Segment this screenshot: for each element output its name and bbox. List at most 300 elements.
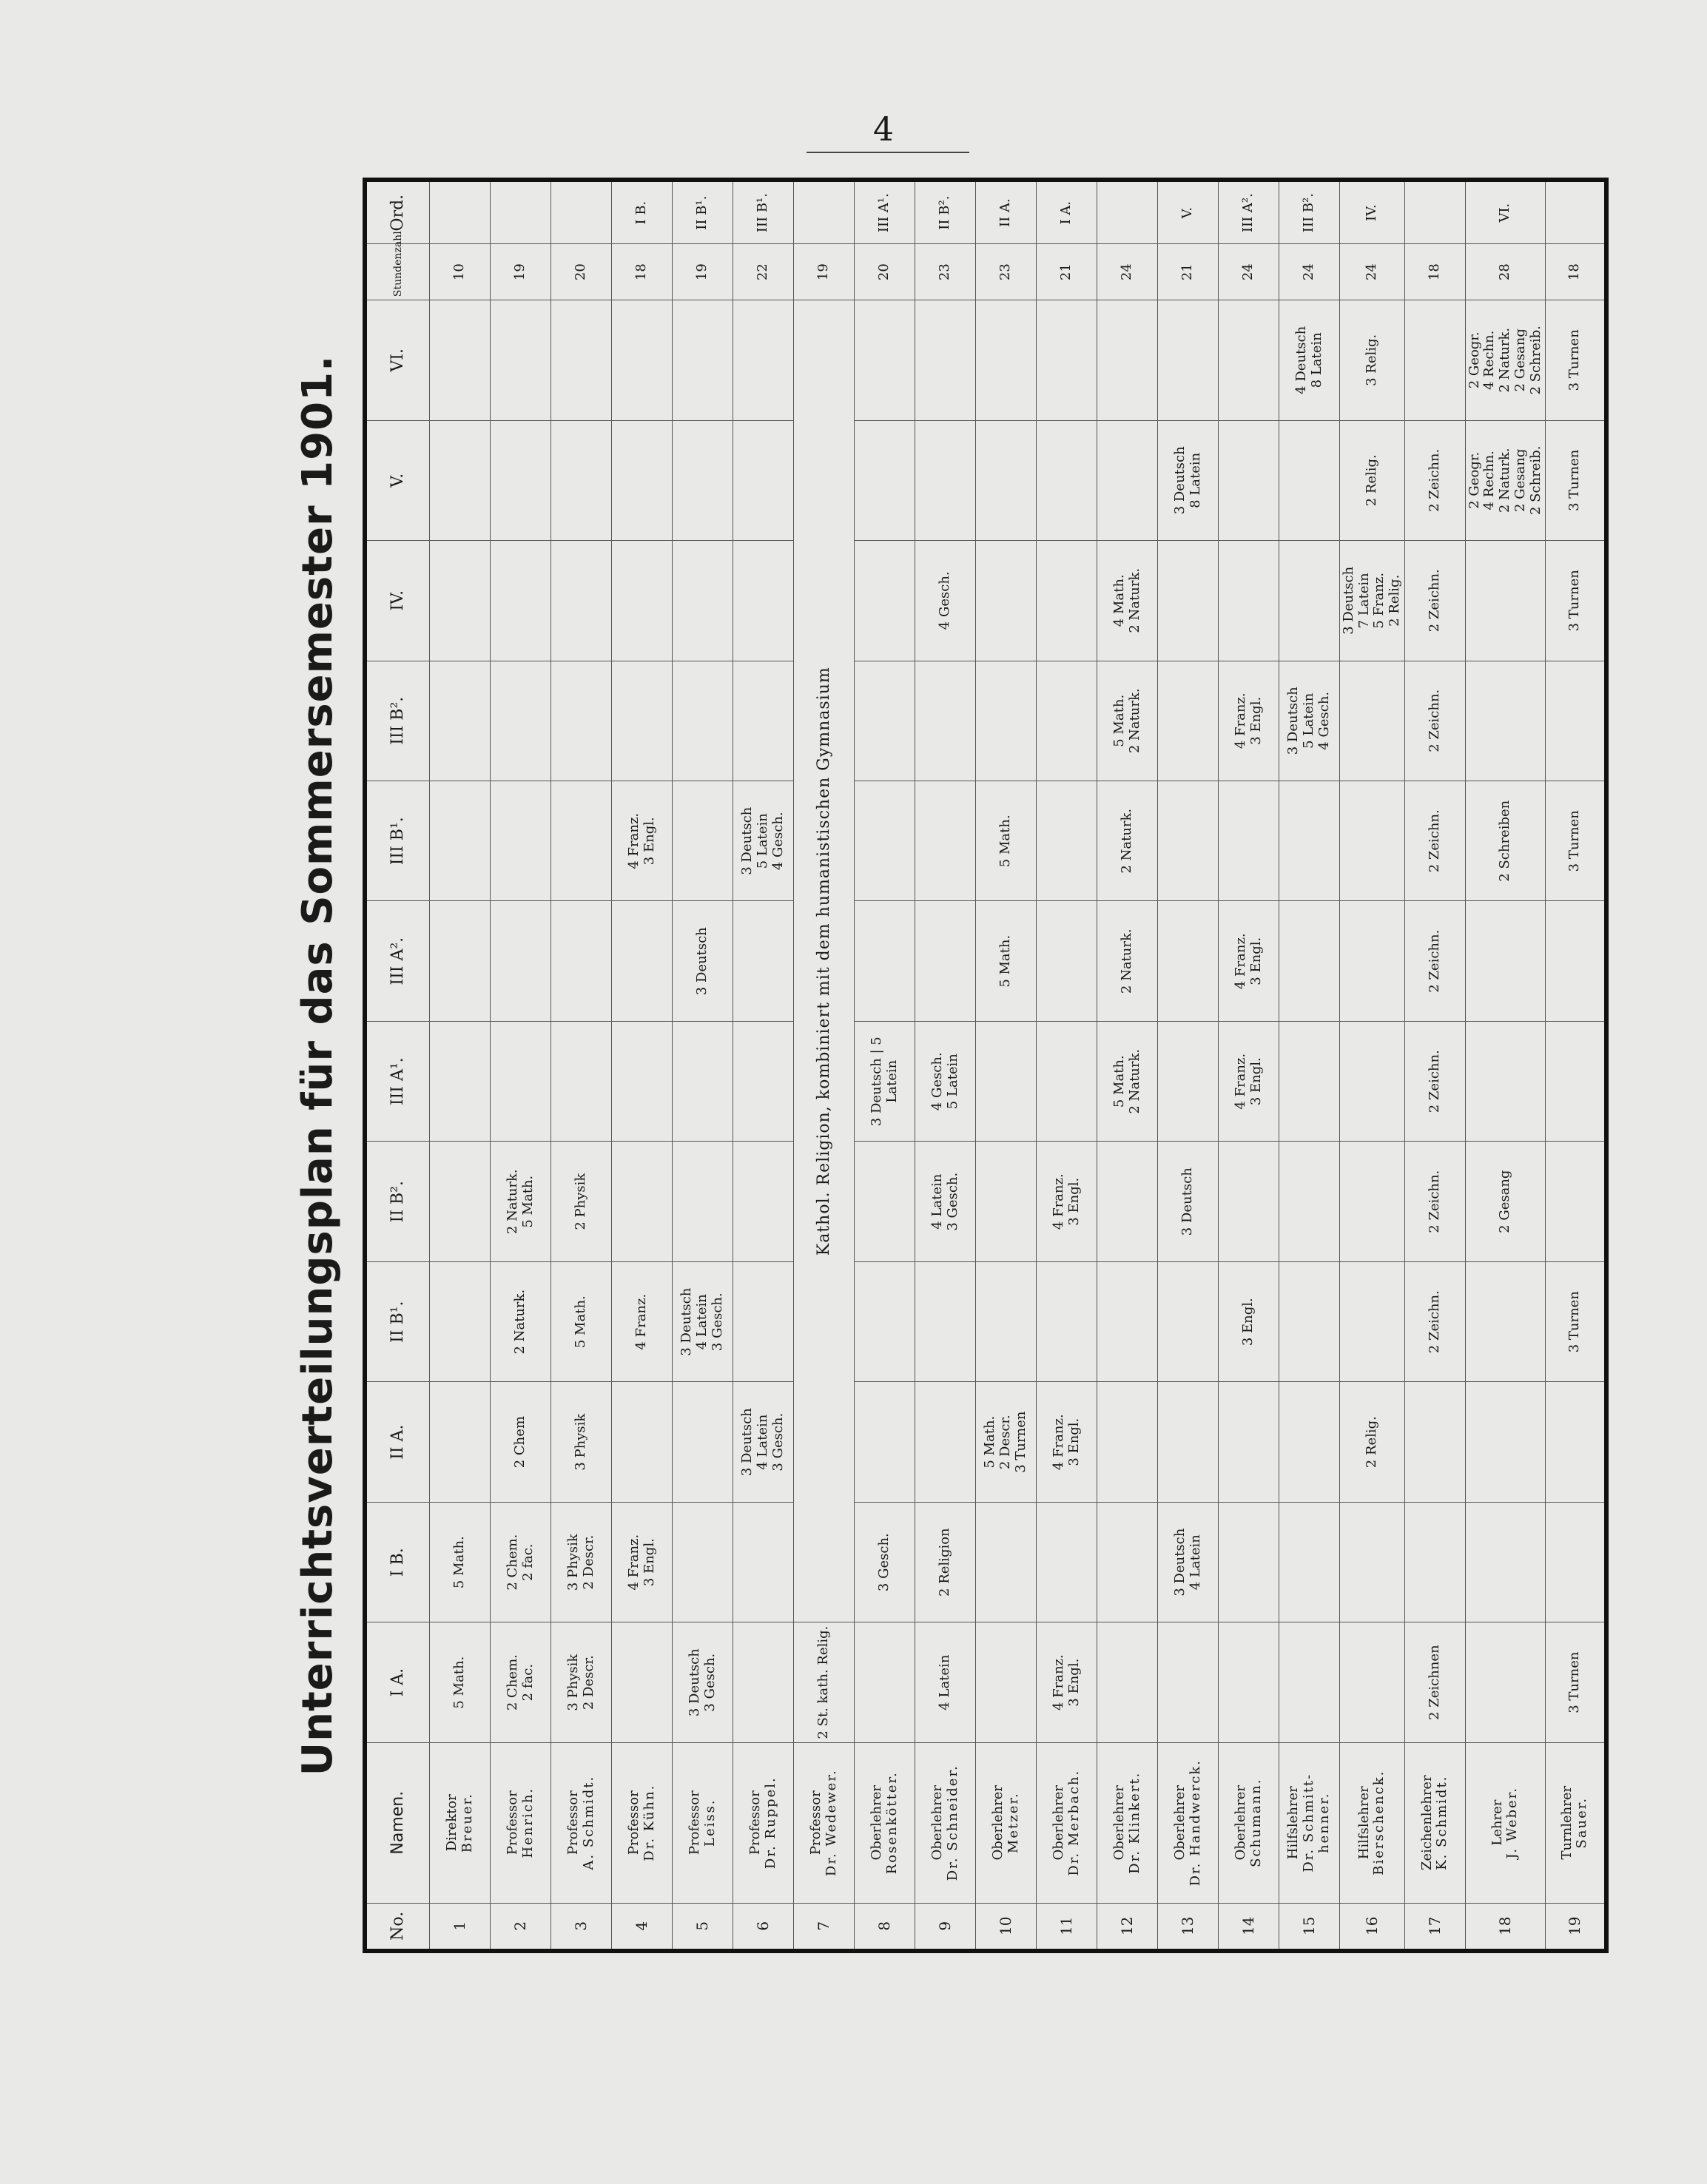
header-class: VI. (365, 300, 430, 420)
hours-cell: 19 (673, 244, 733, 300)
class-cell (976, 541, 1037, 661)
class-cell (1097, 1502, 1158, 1622)
class-cell (612, 901, 673, 1021)
row-number: 5 (673, 1903, 733, 1951)
class-cell: 2 Naturk. (491, 1261, 551, 1381)
class-cell (855, 1382, 915, 1502)
teacher-name (1340, 1742, 1405, 1903)
class-cell (1465, 541, 1545, 661)
header-class: IV. (365, 541, 430, 661)
header-class: II B². (365, 1142, 430, 1261)
class-cell (1158, 300, 1219, 420)
hours-cell: 24 (1340, 244, 1405, 300)
class-cell (1279, 1261, 1340, 1381)
class-cell (430, 901, 491, 1021)
teacher-role: Oberlehrer (989, 1785, 1006, 1861)
teacher-name (1404, 1742, 1465, 1903)
ordinarius-cell (551, 180, 612, 244)
class-cell (976, 1261, 1037, 1381)
class-cell (1279, 1021, 1340, 1141)
class-cell (1097, 1261, 1158, 1381)
hours-cell: 20 (551, 244, 612, 300)
class-cell (430, 781, 491, 901)
class-cell (551, 781, 612, 901)
class-cell (855, 1142, 915, 1261)
class-cell (673, 1502, 733, 1622)
teacher-role: Hilfslehrer (1285, 1786, 1302, 1860)
class-cell: 3 Deutsch 4 Latein (1158, 1502, 1219, 1622)
class-cell (1340, 661, 1405, 781)
header-class: III A¹. (365, 1021, 430, 1141)
class-cell (1340, 1021, 1405, 1141)
teacher-role: Oberlehrer (868, 1785, 884, 1861)
class-cell (673, 1142, 733, 1261)
class-cell (1546, 1502, 1606, 1622)
class-cell (1340, 901, 1405, 1021)
teacher-person: Schumann. (1248, 1778, 1264, 1867)
class-cell: 3 Deutsch 5 Latein 4 Gesch. (733, 781, 794, 901)
class-cell (491, 661, 551, 781)
class-cell: 3 Deutsch 3 Gesch. (673, 1622, 733, 1742)
class-cell: 3 Physik 2 Descr. (551, 1622, 612, 1742)
table-row (1219, 180, 1279, 1951)
teacher-person: Rosenkötter. (883, 1771, 900, 1875)
row-number: 15 (1279, 1903, 1340, 1951)
class-cell (1340, 781, 1405, 901)
teacher-person: J. Weber. (1504, 1786, 1521, 1859)
class-cell: 4 Franz. 3 Engl. (1219, 901, 1279, 1021)
hours-cell: 21 (1037, 244, 1097, 300)
ordinarius-cell (1546, 180, 1606, 244)
class-cell (1546, 1382, 1606, 1502)
class-cell (1279, 781, 1340, 901)
hours-cell: 23 (915, 244, 976, 300)
class-cell (1037, 661, 1097, 781)
teacher-name (915, 1742, 976, 1903)
teacher-name (673, 1742, 733, 1903)
class-cell (1219, 541, 1279, 661)
row-number: 14 (1219, 1903, 1279, 1951)
teacher-person: Dr. Kühn. (641, 1784, 657, 1861)
class-cell (1158, 1021, 1219, 1141)
class-cell (430, 541, 491, 661)
table-row (794, 180, 855, 1951)
teacher-role: Direktor (443, 1794, 459, 1852)
class-cell: 5 Math. (976, 781, 1037, 901)
class-cell: 2 Zeichn. (1404, 420, 1465, 540)
class-cell (1279, 541, 1340, 661)
class-cell (733, 541, 794, 661)
teacher-person: Dr. Merbach. (1065, 1769, 1082, 1876)
class-cell (673, 1021, 733, 1141)
row-number: 3 (551, 1903, 612, 1951)
class-cell (1279, 1382, 1340, 1502)
class-cell (915, 1382, 976, 1502)
class-cell: 2 Naturk. 5 Math. (491, 1142, 551, 1261)
class-cell (915, 420, 976, 540)
class-cell (551, 420, 612, 540)
hours-cell: 24 (1219, 244, 1279, 300)
class-cell (1340, 1261, 1405, 1381)
teacher-person: A. Schmidt. (580, 1775, 596, 1870)
hours-cell: 20 (855, 244, 915, 300)
ordinarius-cell: III B². (1279, 180, 1340, 244)
hours-cell: 19 (491, 244, 551, 300)
class-cell: 4 Gesch. 5 Latein (915, 1021, 976, 1141)
table-row (1404, 180, 1465, 1951)
class-cell: 3 Deutsch | 5 Latein (855, 1021, 915, 1141)
class-cell (1404, 1502, 1465, 1622)
class-cell (1037, 300, 1097, 420)
class-cell (1546, 1142, 1606, 1261)
class-cell (491, 781, 551, 901)
class-cell (855, 541, 915, 661)
class-cell: 4 Franz. 3 Engl. (1037, 1622, 1097, 1742)
class-cell: 2 Geogr. 4 Rechn. 2 Naturk. 2 Gesang 2 Schreib. (1465, 420, 1545, 540)
teacher-person: Dr. Schneider. (944, 1765, 960, 1881)
class-cell: 4 Franz. 3 Engl. (1219, 1021, 1279, 1141)
row-number: 4 (612, 1903, 673, 1951)
teacher-role: Professor (686, 1790, 702, 1856)
class-cell (1037, 541, 1097, 661)
class-cell (612, 420, 673, 540)
page-number: 4 (873, 111, 894, 149)
class-cell (612, 661, 673, 781)
class-cell (673, 300, 733, 420)
class-cell: 4 Latein 3 Gesch. (915, 1142, 976, 1261)
table-row (430, 180, 491, 1951)
class-cell (1465, 901, 1545, 1021)
row-number: 17 (1404, 1903, 1465, 1951)
teacher-person: Breuer. (459, 1793, 475, 1853)
row-number: 11 (1037, 1903, 1097, 1951)
teacher-name (794, 1742, 855, 1903)
row-number: 13 (1158, 1903, 1219, 1951)
teacher-name (612, 1742, 673, 1903)
teacher-person: Dr. Ruppel. (762, 1776, 778, 1870)
teacher-person: Henrich. (519, 1787, 536, 1858)
header-nr: No. (365, 1903, 430, 1951)
class-cell (1465, 661, 1545, 781)
class-cell: 2 St. kath. Relig. (794, 1622, 855, 1742)
teacher-role: Lehrer (1489, 1799, 1505, 1846)
class-cell: 2 Zeichn. (1404, 901, 1465, 1021)
class-cell (855, 1261, 915, 1381)
table-row (915, 180, 976, 1951)
class-cell (673, 541, 733, 661)
class-cell (551, 541, 612, 661)
teacher-person: Leiss. (701, 1799, 718, 1847)
class-cell (733, 901, 794, 1021)
class-cell (1465, 1382, 1545, 1502)
ordinarius-cell: III A¹. (855, 180, 915, 244)
class-cell (1037, 901, 1097, 1021)
class-cell (673, 781, 733, 901)
table-row (491, 180, 551, 1951)
class-cell (1158, 541, 1219, 661)
class-cell (976, 661, 1037, 781)
class-cell: 4 Deutsch 8 Latein (1279, 300, 1340, 420)
class-cell: 3 Deutsch (673, 901, 733, 1021)
header-class: II B¹. (365, 1261, 430, 1381)
class-cell: 2 Chem. 2 fac. (491, 1502, 551, 1622)
ordinarius-cell (1404, 180, 1465, 244)
teacher-role: Zeichenlehrer (1418, 1775, 1435, 1871)
teacher-role: Professor (807, 1790, 824, 1856)
class-cell: 5 Math. 2 Descr. 3 Turnen (976, 1382, 1037, 1502)
class-cell: 2 Chem (491, 1382, 551, 1502)
row-number: 18 (1465, 1903, 1545, 1951)
class-cell: 2 Chem. 2 fac. (491, 1622, 551, 1742)
class-cell: 3 Physik (551, 1382, 612, 1502)
class-cell (1219, 1382, 1279, 1502)
class-cell (976, 1021, 1037, 1141)
teacher-role: Oberlehrer (1171, 1785, 1188, 1861)
table-row (976, 180, 1037, 1951)
class-cell: 2 Zeichn. (1404, 1261, 1465, 1381)
class-cell: 3 Turnen (1546, 1622, 1606, 1742)
teacher-name (1465, 1742, 1545, 1903)
class-cell (1158, 661, 1219, 781)
table-row (1465, 180, 1545, 1951)
class-cell (1158, 781, 1219, 901)
teacher-person: Dr. Wedewer. (823, 1769, 839, 1877)
hours-cell: 18 (1404, 244, 1465, 300)
class-cell (1158, 901, 1219, 1021)
teacher-role: Oberlehrer (929, 1785, 945, 1861)
table-row (1037, 180, 1097, 1951)
class-cell (855, 901, 915, 1021)
class-cell (491, 1021, 551, 1141)
class-cell (430, 661, 491, 781)
class-cell (491, 541, 551, 661)
table-row (673, 180, 733, 1951)
row-number: 19 (1546, 1903, 1606, 1951)
row-number: 16 (1340, 1903, 1405, 1951)
class-cell (1158, 1382, 1219, 1502)
class-cell (1279, 1142, 1340, 1261)
class-cell (612, 1021, 673, 1141)
class-cell (1037, 420, 1097, 540)
teacher-name (733, 1742, 794, 1903)
hours-cell: 19 (794, 244, 855, 300)
class-cell (673, 1382, 733, 1502)
table-row (1340, 180, 1405, 1951)
header-class: V. (365, 420, 430, 540)
class-cell: 4 Franz. 3 Engl. (612, 781, 673, 901)
class-cell (430, 1382, 491, 1502)
class-cell (733, 420, 794, 540)
class-cell: 3 Deutsch 4 Latein 3 Gesch. (673, 1261, 733, 1381)
header-class: I A. (365, 1622, 430, 1742)
class-cell: 2 Naturk. (1097, 781, 1158, 901)
class-cell: 3 Deutsch (1158, 1142, 1219, 1261)
row-number: 12 (1097, 1903, 1158, 1951)
ordinarius-cell (794, 180, 855, 244)
class-cell (1158, 1261, 1219, 1381)
table-row (612, 180, 673, 1951)
ordinarius-cell: VI. (1465, 180, 1545, 244)
class-cell (1037, 1261, 1097, 1381)
class-cell (1219, 1142, 1279, 1261)
class-cell (1465, 1502, 1545, 1622)
row-number: 6 (733, 1903, 794, 1951)
class-cell: 3 Deutsch 8 Latein (1158, 420, 1219, 540)
table-body (430, 180, 1606, 1951)
table-row (1279, 180, 1340, 1951)
class-cell (1279, 420, 1340, 540)
row-number: 9 (915, 1903, 976, 1951)
teacher-name (1158, 1742, 1219, 1903)
ordinarius-cell (1097, 180, 1158, 244)
class-cell: 4 Franz. 3 Engl. (1037, 1142, 1097, 1261)
table-rotator (274, 178, 1591, 1953)
teacher-role: Oberlehrer (1050, 1785, 1066, 1861)
class-cell (1219, 1502, 1279, 1622)
ordinarius-cell: II B¹. (673, 180, 733, 244)
header-class: II A. (365, 1382, 430, 1502)
table-row (733, 180, 794, 1951)
teacher-name (1219, 1742, 1279, 1903)
class-cell (551, 1021, 612, 1141)
header-row (365, 180, 430, 1951)
class-cell (1219, 781, 1279, 901)
hours-cell: 24 (1097, 244, 1158, 300)
teacher-role: Professor (625, 1790, 642, 1856)
ordinarius-cell: III B¹. (733, 180, 794, 244)
class-cell (1097, 1382, 1158, 1502)
teacher-role: Oberlehrer (1232, 1785, 1248, 1861)
class-cell (855, 781, 915, 901)
class-cell: 2 Physik (551, 1142, 612, 1261)
class-cell: 2 Zeichn. (1404, 1142, 1465, 1261)
class-cell (976, 1502, 1037, 1622)
teacher-name (430, 1742, 491, 1903)
class-cell (976, 1142, 1037, 1261)
class-cell: 2 Gesang (1465, 1142, 1545, 1261)
class-cell (1546, 1021, 1606, 1141)
class-cell (1037, 1502, 1097, 1622)
class-cell: 2 Zeichn. (1404, 661, 1465, 781)
class-cell (430, 1021, 491, 1141)
class-cell: 5 Math. (976, 901, 1037, 1021)
page-rule (807, 152, 969, 153)
class-cell: 3 Turnen (1546, 781, 1606, 901)
ordinarius-cell: II B². (915, 180, 976, 244)
class-cell: 4 Latein (915, 1622, 976, 1742)
class-cell (915, 661, 976, 781)
header-ord: Ord. (365, 180, 430, 244)
teacher-role: Professor (504, 1790, 520, 1856)
class-cell (855, 420, 915, 540)
class-cell: 4 Franz. 3 Engl. (612, 1502, 673, 1622)
class-cell (1340, 1142, 1405, 1261)
table-row (551, 180, 612, 1951)
header-name: Namen. (365, 1742, 430, 1903)
class-cell (612, 1622, 673, 1742)
class-cell: 2 Religion (915, 1502, 976, 1622)
class-cell (733, 661, 794, 781)
teacher-person: K. Schmidt. (1434, 1775, 1450, 1870)
teacher-role: Oberlehrer (1111, 1785, 1127, 1861)
class-cell: 5 Math. (430, 1622, 491, 1742)
class-cell (1340, 1622, 1405, 1742)
class-cell (1097, 1622, 1158, 1742)
class-cell (612, 1382, 673, 1502)
class-cell (1097, 1142, 1158, 1261)
class-cell: 4 Gesch. (915, 541, 976, 661)
teacher-person: Dr. Handwerck. (1187, 1759, 1203, 1887)
class-cell: 2 Zeichn. (1404, 781, 1465, 901)
class-cell (673, 420, 733, 540)
class-cell (551, 661, 612, 781)
row-number: 7 (794, 1903, 855, 1951)
class-cell (1340, 1502, 1405, 1622)
class-cell (733, 1261, 794, 1381)
class-cell (612, 541, 673, 661)
table-row (1546, 180, 1606, 1951)
class-cell: 2 Relig. (1340, 420, 1405, 540)
class-cell (430, 300, 491, 420)
class-cell: 3 Deutsch 7 Latein 5 Franz. 2 Relig. (1340, 541, 1405, 661)
teacher-person: Dr. Schmitt-henner. (1301, 1773, 1332, 1873)
combined-religion-note: Kathol. Religion, kombiniert mit dem humanistischen Gymnasium (794, 300, 855, 1622)
page-title: Unterrichtsverteilungsplan für das Sommersemester 1901. (294, 354, 342, 1776)
table-row (855, 180, 915, 1951)
class-cell (976, 420, 1037, 540)
class-cell (855, 1622, 915, 1742)
ordinarius-cell: II A. (976, 180, 1037, 244)
class-cell (1219, 420, 1279, 540)
class-cell: 2 Zeichn. (1404, 1021, 1465, 1141)
class-cell (1465, 1622, 1545, 1742)
row-number: 2 (491, 1903, 551, 1951)
class-cell (1465, 1021, 1545, 1141)
class-cell: 2 Zeichnen (1404, 1622, 1465, 1742)
class-cell (1404, 1382, 1465, 1502)
teacher-person: Sauer. (1574, 1796, 1590, 1849)
class-cell (1404, 300, 1465, 420)
class-cell: 3 Gesch. (855, 1502, 915, 1622)
hours-cell: 24 (1279, 244, 1340, 300)
teacher-name (1546, 1742, 1606, 1903)
class-cell: 2 Geogr. 4 Rechn. 2 Naturk. 2 Gesang 2 Schreib. (1465, 300, 1545, 420)
teacher-role: Professor (747, 1790, 763, 1856)
header-class: III A². (365, 901, 430, 1021)
ordinarius-cell (430, 180, 491, 244)
class-cell (915, 901, 976, 1021)
hours-cell: 28 (1465, 244, 1545, 300)
class-cell (733, 300, 794, 420)
class-cell: 5 Math. 2 Naturk. (1097, 661, 1158, 781)
class-cell (733, 1021, 794, 1141)
class-cell: 5 Math. (430, 1502, 491, 1622)
teacher-name (551, 1742, 612, 1903)
class-cell: 2 Relig. (1340, 1382, 1405, 1502)
teacher-role: Professor (565, 1790, 581, 1856)
teacher-role: Hilfslehrer (1356, 1786, 1372, 1860)
class-cell: 2 Naturk. (1097, 901, 1158, 1021)
class-cell (915, 1261, 976, 1381)
rotated-table-area (274, 178, 1694, 1941)
hours-cell: 18 (1546, 244, 1606, 300)
teacher-name (1279, 1742, 1340, 1903)
class-cell (1158, 1622, 1219, 1742)
row-number: 10 (976, 1903, 1037, 1951)
class-cell: 3 Turnen (1546, 1261, 1606, 1381)
class-cell: 3 Physik 2 Descr. (551, 1502, 612, 1622)
ordinarius-cell: I A. (1037, 180, 1097, 244)
